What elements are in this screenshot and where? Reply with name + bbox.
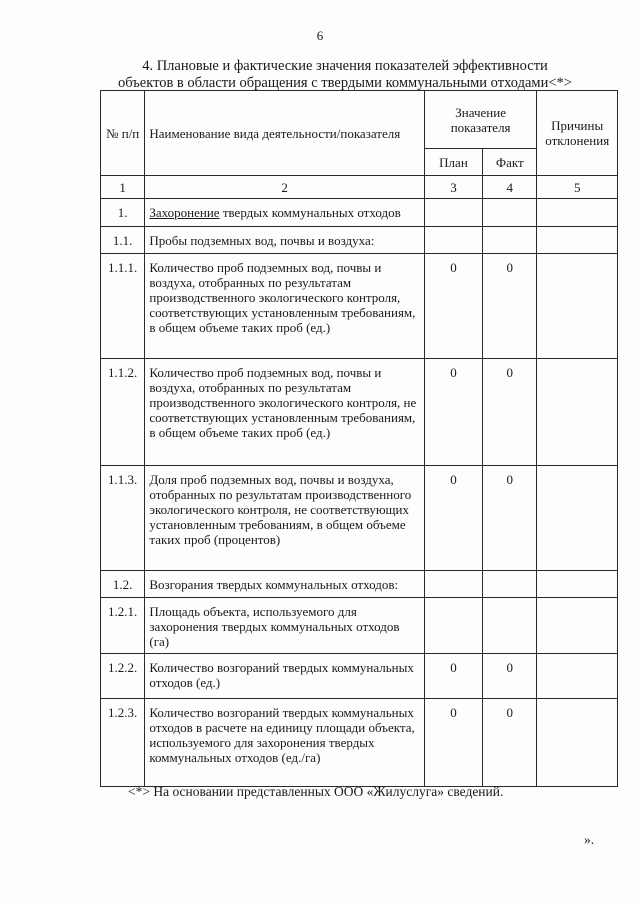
row-reason [537,699,618,787]
header-fact: Факт [483,149,537,176]
title-line-2: объектов в области обращения с твердыми коммунальными отходами<*> [118,75,572,91]
row-plan [424,199,482,227]
row-name-rest: твердых коммунальных отходов [219,205,401,220]
row-name: Количество проб подземных вод, почвы и воздуха, отобранных по результатам производственного экологического контроля, не соответствующих установленным требованиям, в общем объеме таких проб (ед.) [145,359,425,466]
row-reason [537,227,618,254]
row-num: 1.2.1. [101,598,145,654]
row-plan: 0 [424,359,482,466]
header-reasons [537,91,618,176]
section-title [95,58,595,92]
col-number: 5 [537,176,618,199]
col-number: 3 [424,176,482,199]
row-fact [483,571,537,598]
row-num: 1.1.3. [101,466,145,571]
row-name: Площадь объекта, используемого для захоронения твердых коммунальных отходов (га) [145,598,425,654]
table-row [101,254,618,359]
row-num: 1. [101,199,145,227]
row-num: 1.1. [101,227,145,254]
table-row [101,571,618,598]
row-name: Количество возгораний твердых коммунальных отходов в расчете на единицу площади объекта, используемого для захоронения твердых коммунальных отходов (ед./га) [145,699,425,787]
row-plan [424,571,482,598]
row-num: 1.2.2. [101,654,145,699]
header-plan: План [424,149,482,176]
row-fact [483,227,537,254]
row-reason [537,199,618,227]
indicators-table [100,90,618,787]
row-reason [537,254,618,359]
row-fact [483,598,537,654]
header-reasons-text: Причины отклонения [545,118,610,148]
row-reason [537,598,618,654]
row-reason [537,654,618,699]
table-row [101,598,618,654]
row-reason [537,571,618,598]
col-number: 1 [101,176,145,199]
footnote: <*> На основании представленных ООО «Жилуслуга» сведений. [128,784,504,799]
row-plan [424,598,482,654]
row-plan: 0 [424,466,482,571]
row-plan: 0 [424,654,482,699]
table-row [101,699,618,787]
header-value-text: Значение показателя [450,104,511,135]
header-num: № п/п [101,91,145,176]
column-numbers-row [101,176,618,199]
row-fact [483,199,537,227]
row-fact: 0 [483,359,537,466]
row-num: 1.2.3. [101,699,145,787]
row-plan [424,227,482,254]
row-name [145,199,425,227]
table-row [101,654,618,699]
row-name: Количество возгораний твердых коммунальных отходов (ед.) [145,654,425,699]
title-line-1: 4. Плановые и фактические значения показателей эффективности [142,58,548,74]
row-num: 1.1.2. [101,359,145,466]
row-reason [537,359,618,466]
header-name: Наименование вида деятельности/показателя [145,91,425,176]
col-number: 2 [145,176,425,199]
row-reason [537,466,618,571]
table-row [101,359,618,466]
table-row [101,199,618,227]
row-name: Доля проб подземных вод, почвы и воздуха, отобранных по результатам производственного экологического контроля, не соответствующих установленным требованиям, в общем объеме таких проб (процентов) [145,466,425,571]
row-num: 1.2. [101,571,145,598]
page-number: 6 [316,28,324,43]
row-name: Количество проб подземных вод, почвы и воздуха, отобранных по результатам производственного экологического контроля, соответствующих установленным требованиям, в общем объеме таких проб (ед.) [145,254,425,359]
row-plan: 0 [424,699,482,787]
row-name: Пробы подземных вод, почвы и воздуха: [145,227,425,254]
row-name: Возгорания твердых коммунальных отходов: [145,571,425,598]
row-fact: 0 [483,254,537,359]
row-fact: 0 [483,699,537,787]
row-fact: 0 [483,466,537,571]
header-value [424,91,537,149]
table-row [101,466,618,571]
row-fact: 0 [483,654,537,699]
closing-quote: ». [584,832,595,847]
row-name-underlined: Захоронение [149,205,220,220]
col-number: 4 [483,176,537,199]
row-plan: 0 [424,254,482,359]
row-num: 1.1.1. [101,254,145,359]
table-row [101,227,618,254]
